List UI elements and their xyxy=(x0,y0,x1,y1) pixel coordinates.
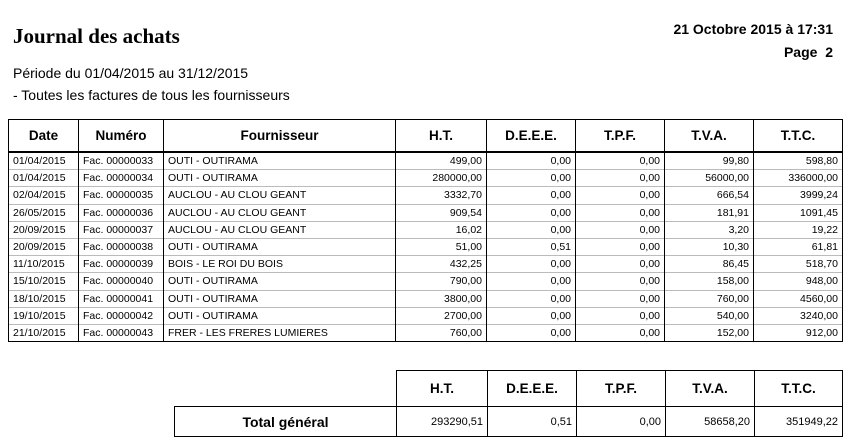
cell-tpf: 0,00 xyxy=(576,187,665,204)
cell-fournisseur: OUTI - OUTIRAMA xyxy=(164,273,396,290)
cell-date: 18/10/2015 xyxy=(9,290,79,307)
cell-numero: Fac. 00000034 xyxy=(79,170,164,187)
cell-tpf: 0,00 xyxy=(576,290,665,307)
col-fournisseur-header: Fournisseur xyxy=(164,120,396,153)
col-date-header: Date xyxy=(9,120,79,153)
col-ttc-header: T.T.C. xyxy=(754,120,843,153)
col-deee-header: D.E.E.E. xyxy=(487,120,576,153)
cell-deee: 0,51 xyxy=(487,238,576,255)
cell-numero: Fac. 00000038 xyxy=(79,238,164,255)
col-tva-header: T.V.A. xyxy=(665,120,754,153)
cell-tva: 540,00 xyxy=(665,307,754,324)
cell-tpf: 0,00 xyxy=(576,152,665,170)
cell-tpf: 0,00 xyxy=(576,273,665,290)
totals-ttc-header: T.T.C. xyxy=(755,371,843,407)
table-row xyxy=(9,152,843,170)
cell-numero: Fac. 00000041 xyxy=(79,290,164,307)
cell-tva: 181,91 xyxy=(665,204,754,221)
table-row xyxy=(9,204,843,221)
cell-numero: Fac. 00000043 xyxy=(79,324,164,341)
cell-numero: Fac. 00000039 xyxy=(79,256,164,273)
cell-deee: 0,00 xyxy=(487,204,576,221)
cell-ttc: 61,81 xyxy=(754,238,843,255)
cell-deee: 0,00 xyxy=(487,221,576,238)
cell-tpf: 0,00 xyxy=(576,170,665,187)
col-tpf-header: T.P.F. xyxy=(576,120,665,153)
cell-fournisseur: AUCLOU - AU CLOU GEANT xyxy=(164,187,396,204)
cell-tva: 10,30 xyxy=(665,238,754,255)
cell-tpf: 0,00 xyxy=(576,256,665,273)
cell-tpf: 0,00 xyxy=(576,307,665,324)
cell-tva: 86,45 xyxy=(665,256,754,273)
totals-deee-header: D.E.E.E. xyxy=(488,371,577,407)
col-ht-header: H.T. xyxy=(396,120,487,153)
cell-ht: 3800,00 xyxy=(396,290,487,307)
cell-fournisseur: OUTI - OUTIRAMA xyxy=(164,170,396,187)
cell-date: 20/09/2015 xyxy=(9,238,79,255)
totals-tva-header: T.V.A. xyxy=(666,371,755,407)
cell-tva: 99,80 xyxy=(665,152,754,170)
cell-tpf: 0,00 xyxy=(576,204,665,221)
total-label: Total général xyxy=(175,407,397,437)
cell-ht: 3332,70 xyxy=(396,187,487,204)
cell-ht: 790,00 xyxy=(396,273,487,290)
cell-numero: Fac. 00000035 xyxy=(79,187,164,204)
totals-row xyxy=(175,407,843,437)
total-deee: 0,51 xyxy=(488,407,577,437)
table-row xyxy=(9,187,843,204)
cell-ttc: 19,22 xyxy=(754,221,843,238)
totals-tpf-header: T.P.F. xyxy=(577,371,666,407)
cell-deee: 0,00 xyxy=(487,152,576,170)
table-row xyxy=(9,238,843,255)
total-tva: 58658,20 xyxy=(666,407,755,437)
page-number: Page 2 xyxy=(783,44,833,60)
cell-deee: 0,00 xyxy=(487,256,576,273)
cell-tva: 158,00 xyxy=(665,273,754,290)
cell-date: 01/04/2015 xyxy=(9,152,79,170)
cell-numero: Fac. 00000033 xyxy=(79,152,164,170)
table-row xyxy=(9,324,843,341)
cell-date: 15/10/2015 xyxy=(9,273,79,290)
cell-numero: Fac. 00000036 xyxy=(79,204,164,221)
cell-ht: 51,00 xyxy=(396,238,487,255)
cell-date: 02/04/2015 xyxy=(9,187,79,204)
cell-fournisseur: AUCLOU - AU CLOU GEANT xyxy=(164,221,396,238)
cell-ttc: 598,80 xyxy=(754,152,843,170)
cell-tva: 3,20 xyxy=(665,221,754,238)
cell-date: 19/10/2015 xyxy=(9,307,79,324)
total-ttc: 351949,22 xyxy=(755,407,843,437)
col-numero-header: Numéro xyxy=(79,120,164,153)
cell-fournisseur: OUTI - OUTIRAMA xyxy=(164,238,396,255)
cell-tva: 152,00 xyxy=(665,324,754,341)
table-row xyxy=(9,170,843,187)
report-title: Journal des achats xyxy=(13,24,180,48)
cell-deee: 0,00 xyxy=(487,170,576,187)
cell-ht: 760,00 xyxy=(396,324,487,341)
cell-fournisseur: OUTI - OUTIRAMA xyxy=(164,307,396,324)
cell-tva: 760,00 xyxy=(665,290,754,307)
table-header-row xyxy=(9,120,843,153)
totals-table xyxy=(174,370,843,437)
cell-tpf: 0,00 xyxy=(576,221,665,238)
cell-tva: 56000,00 xyxy=(665,170,754,187)
cell-ht: 16,02 xyxy=(396,221,487,238)
cell-deee: 0,00 xyxy=(487,187,576,204)
cell-ht: 909,54 xyxy=(396,204,487,221)
cell-fournisseur: BOIS - LE ROI DU BOIS xyxy=(164,256,396,273)
cell-deee: 0,00 xyxy=(487,324,576,341)
cell-date: 21/10/2015 xyxy=(9,324,79,341)
cell-tpf: 0,00 xyxy=(576,238,665,255)
cell-ttc: 518,70 xyxy=(754,256,843,273)
cell-ht: 499,00 xyxy=(396,152,487,170)
cell-ht: 432,25 xyxy=(396,256,487,273)
report-period: Période du 01/04/2015 au 31/12/2015 xyxy=(13,65,249,81)
table-row xyxy=(9,221,843,238)
cell-ttc: 3240,00 xyxy=(754,307,843,324)
table-row xyxy=(9,307,843,324)
cell-deee: 0,00 xyxy=(487,290,576,307)
cell-ttc: 912,00 xyxy=(754,324,843,341)
table-row xyxy=(9,290,843,307)
totals-header-spacer xyxy=(175,371,397,407)
cell-fournisseur: FRER - LES FRERES LUMIERES xyxy=(164,324,396,341)
cell-deee: 0,00 xyxy=(487,273,576,290)
cell-ttc: 4560,00 xyxy=(754,290,843,307)
cell-ht: 280000,00 xyxy=(396,170,487,187)
cell-date: 26/05/2015 xyxy=(9,204,79,221)
report-datetime: 21 Octobre 2015 à 17:31 xyxy=(673,21,833,37)
total-tpf: 0,00 xyxy=(577,407,666,437)
cell-tva: 666,54 xyxy=(665,187,754,204)
cell-ttc: 1091,45 xyxy=(754,204,843,221)
cell-fournisseur: AUCLOU - AU CLOU GEANT xyxy=(164,204,396,221)
cell-deee: 0,00 xyxy=(487,307,576,324)
cell-date: 11/10/2015 xyxy=(9,256,79,273)
cell-ttc: 948,00 xyxy=(754,273,843,290)
cell-date: 20/09/2015 xyxy=(9,221,79,238)
cell-tpf: 0,00 xyxy=(576,324,665,341)
cell-numero: Fac. 00000042 xyxy=(79,307,164,324)
cell-ttc: 336000,00 xyxy=(754,170,843,187)
total-ht: 293290,51 xyxy=(397,407,488,437)
cell-ttc: 3999,24 xyxy=(754,187,843,204)
cell-ht: 2700,00 xyxy=(396,307,487,324)
purchases-table xyxy=(8,119,843,342)
table-row xyxy=(9,273,843,290)
cell-fournisseur: OUTI - OUTIRAMA xyxy=(164,152,396,170)
report-filter: - Toutes les factures de tous les fournisseurs xyxy=(13,87,290,103)
cell-fournisseur: OUTI - OUTIRAMA xyxy=(164,290,396,307)
cell-numero: Fac. 00000040 xyxy=(79,273,164,290)
totals-ht-header: H.T. xyxy=(397,371,488,407)
table-row xyxy=(9,256,843,273)
totals-header-row xyxy=(175,371,843,407)
cell-numero: Fac. 00000037 xyxy=(79,221,164,238)
cell-date: 01/04/2015 xyxy=(9,170,79,187)
